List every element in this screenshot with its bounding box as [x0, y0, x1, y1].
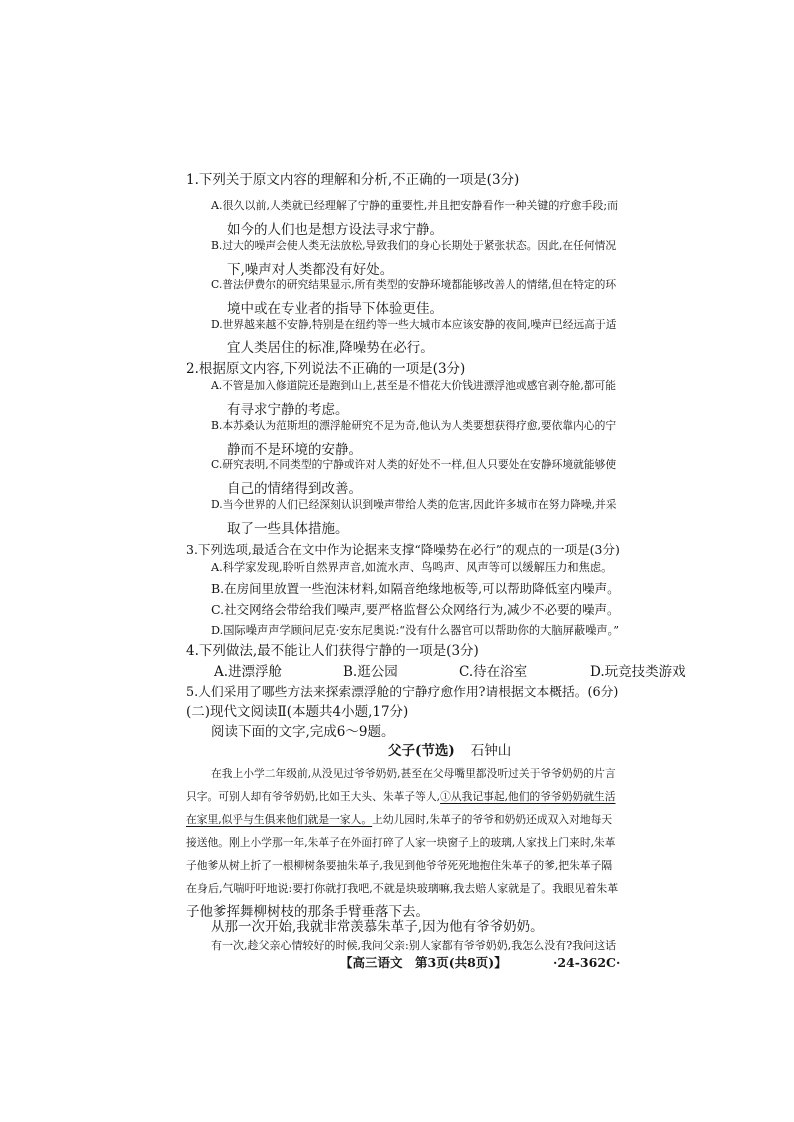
q2-option-c-line2: 自己的情绪得到改善。	[227, 481, 362, 497]
question-1-stem: 1.下列关于原文内容的理解和分析,不正确的一项是(3分)	[186, 172, 520, 188]
passage-p1-line3	[186, 808, 612, 832]
q1-option-a-line2: 如今的人们也是想方设法寻求宁静。	[227, 222, 443, 238]
q2-option-b-line1: B.本苏桑认为范斯坦的漂浮舱研究不足为奇,他认为人类要想获得疗愈,要依靠内心的宁	[211, 419, 617, 432]
passage-text: 只字。可别人却有爷爷奶奶,比如王大头、朱革子等人,	[186, 790, 441, 803]
passage-p1-line2	[186, 785, 616, 809]
q3-option-d: D.国际噪声声学顾问尼克·安东尼奥说:“没有什么器官可以帮助你的大脑屏蔽噪声。”	[211, 624, 619, 637]
passage-p1-line6: 在身后,气喘吁吁地说:要打你就打我吧,不就是块玻璃嘛,我去赔人家就是了。我眼见着朱革	[186, 882, 619, 895]
q3-option-c: C.社交网络会带给我们噪声,要严格监督公众网络行为,减少不必要的噪声。	[211, 602, 620, 617]
q2-option-d-line1: D.当今世界的人们已经深刻认识到噪声带给人类的危害,因此许多城市在努力降噪,并采	[211, 498, 617, 511]
section-instruction: 阅读下面的文字,完成6～9题。	[211, 724, 395, 740]
passage-title-line	[388, 740, 511, 762]
underlined-sentence-1: ①从我记事起,他们的爷爷奶奶就生活	[440, 790, 616, 803]
question-5-stem: 5.人们采用了哪些方法来探索漂浮舱的宁静疗愈作用?请根据文本概括。(6分)	[186, 685, 619, 700]
passage-p2: 从那一次开始,我就非常羡慕朱革子,因为他有爷爷奶奶。	[211, 919, 544, 935]
section-heading: (二)现代文阅读Ⅱ(本题共4小题,17分)	[186, 704, 409, 720]
q2-option-c-line1: C.研究表明,不同类型的宁静或许对人类的好处不一样,但人只要处在安静环境就能够使	[211, 458, 617, 471]
passage-p1-line1: 在我上小学二年级前,从没见过爷爷奶奶,甚至在父母嘴里都没听过关于爷爷奶奶的片言	[211, 767, 616, 780]
q2-option-d-line2: 取了一些具体措施。	[227, 521, 349, 537]
q1-option-d-line1: D.世界越来越不安静,特别是在纽约等一些大城市本应该安静的夜间,噪声已经远高于适	[211, 318, 617, 331]
q4-option-a: A.进漂浮舱	[214, 664, 283, 680]
underlined-sentence-1-cont: 在家里,似乎与生俱来他们就是一家人。	[186, 813, 373, 826]
q4-option-c: C.待在浴室	[459, 664, 528, 680]
q2-option-b-line2: 静而不是环境的安静。	[227, 442, 362, 458]
q1-option-a-line1: A.很久以前,人类就已经理解了宁静的重要性,并且把安静看作一种关键的疗愈手段;而	[211, 199, 619, 212]
q1-option-c-line2: 境中或在专业者的指导下体验更佳。	[227, 301, 443, 317]
q1-option-b-line1: B.过大的噪声会使人类无法放松,导致我们的身心长期处于紧张状态。因此,在任何情况	[211, 239, 617, 252]
q2-option-a-line1: A.不管是加入修道院还是跑到山上,甚至是不惜花大价钱进漂浮池或感官剥夺舱,都可能	[211, 379, 617, 392]
q4-option-b: B.逛公园	[343, 664, 398, 680]
q3-option-b: B.在房间里放置一些泡沫材料,如隔音绝缘地板等,可以帮助降低室内噪声。	[211, 581, 620, 596]
q1-option-d-line2: 宜人类居住的标准,降噪势在必行。	[227, 340, 434, 356]
passage-p1-line7: 子他爹挥舞柳树枝的那条手臂垂落下去。	[186, 904, 429, 920]
question-4-stem: 4.下列做法,最不能让人们获得宁静的一项是(3分)	[186, 643, 479, 659]
q2-option-a-line2: 有寻求宁静的考虑。	[227, 402, 349, 418]
question-3-stem: 3.下列选项,最适合在文中作为论据来支撑“降噪势在必行”的观点的一项是(3分)	[186, 542, 620, 557]
footer-page-info: 【高三语文 第3页(共8页)】	[340, 955, 507, 970]
passage-p3: 有一次,趁父亲心情较好的时候,我问父亲:别人家都有爷爷奶奶,我怎么没有?我问这话	[211, 939, 617, 952]
footer-code: ·24-362C·	[553, 955, 621, 970]
passage-p1-line4: 接送他。刚上小学那一年,朱革子在外面打碎了人家一块窗子上的玻璃,人家找上门来时,朱革	[186, 836, 616, 849]
q3-option-a: A.科学家发现,聆听自然界声音,如流水声、鸟鸣声、风声等可以缓解压力和焦虑。	[211, 561, 613, 574]
q1-option-c-line1: C.普法伊费尔的研究结果显示,所有类型的安静环境都能够改善人的情绪,但在特定的环	[211, 278, 617, 291]
passage-title: 父子(节选)	[388, 743, 455, 759]
passage-p1-line5: 子他爹从树上折了一根柳树条要抽朱革子,我见到他爷爷死死地抱住朱革子的爹,把朱革子隔	[186, 859, 613, 872]
q4-option-d: D.玩竞技类游戏	[590, 664, 686, 680]
passage-author: 石钟山	[470, 743, 512, 759]
question-2-stem: 2.根据原文内容,下列说法不正确的一项是(3分)	[186, 361, 466, 377]
q1-option-b-line2: 下,噪声对人类都没有好处。	[227, 262, 394, 278]
passage-text: 上幼儿园时,朱革子的爷爷和奶奶还成双入对地每天	[372, 813, 613, 826]
